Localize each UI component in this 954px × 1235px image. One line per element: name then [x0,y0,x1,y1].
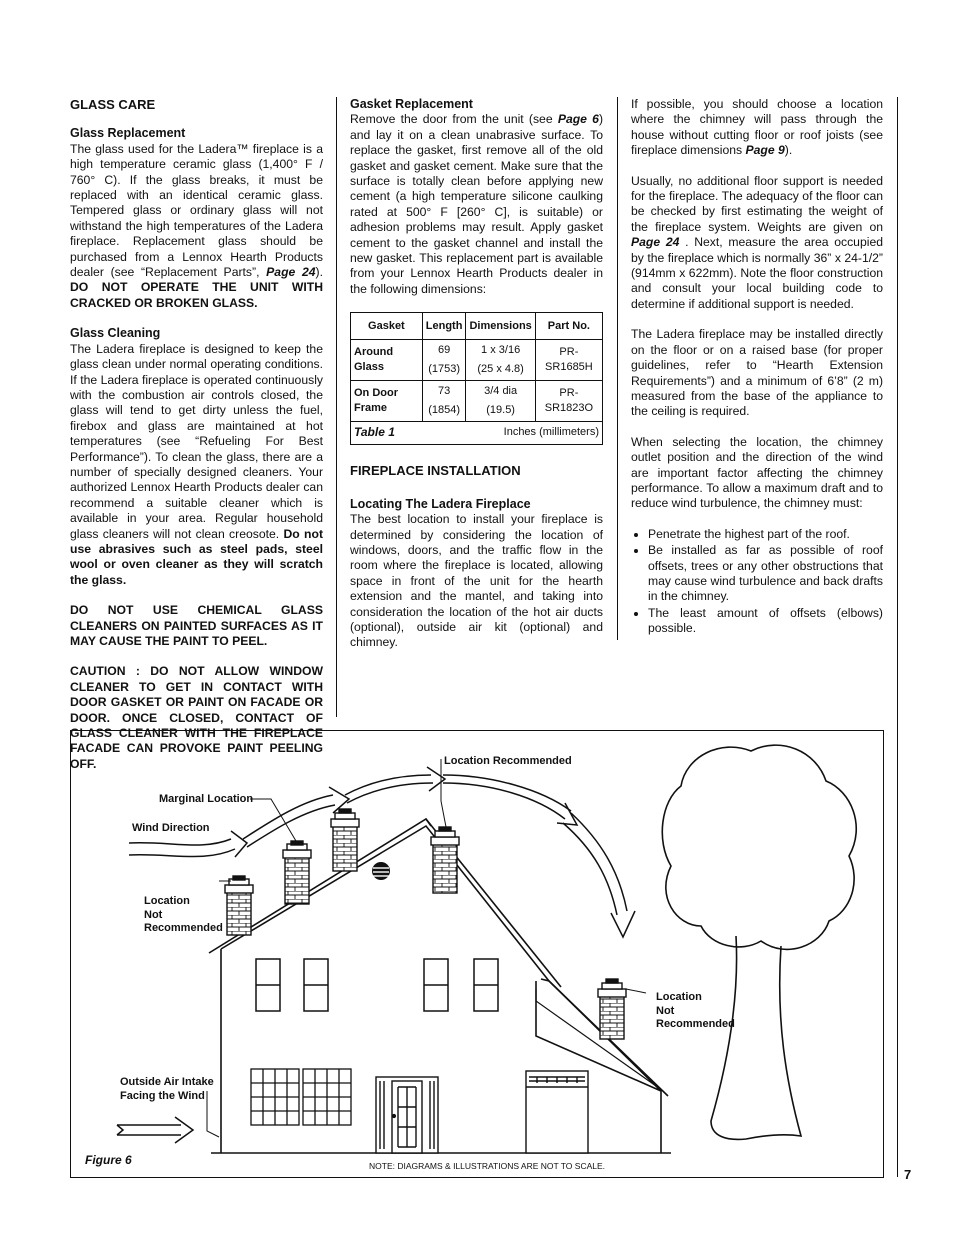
chimney-not-recommended-right [598,979,626,1039]
chimney-requirements-list [631,527,883,637]
figure-note: NOTE: DIAGRAMS & ILLUSTRATIONS ARE NOT TO SCALE. [369,1161,606,1171]
paragraph: Usually, no additional floor support is needed for the fireplace. The adequacy of the floor can be checked by first estimating the weight of the fireplace system. Weights are given on Page 24 . Next, measure the area occupied by the fireplace which is normally 36” x 24-1/2” (914mm x 622mm). Note the floor construction and consult your local building code to determine if additional support is needed. [631,173,884,311]
label-not-recommended-right: Location Not Recommended [656,991,735,1030]
caution-warning: CAUTION : DO NOT ALLOW WINDOW CLEANER TO GET IN CONTACT WITH DOOR GASKET OR PAINT ON FACADE OR DOOR. ONCE CLOSED, CONTACT OF GLASS CLEANER WITH THE FIREPLACE FACADE CAN PROVOKE PAINT PEELING OFF. [70,664,323,771]
column-rule-2 [617,97,618,640]
chemical-warning: DO NOT USE CHEMICAL GLASS CLEANERS ON PAINTED SURFACES AS IT MAY CAUSE THE PAINT TO PEEL. [70,603,323,648]
table-header: Dimensions [466,313,535,340]
glass-cleaning-text: The Ladera fireplace is designed to keep the glass clean under normal operating conditions. If the Ladera fireplace is operated continuously with the combustion air controls closed, the glass will tend to get dirty unless the fuel, firebox and glass are maintained at hot temperatures (see “Refueling For Best Performance”). To clean the glass, there are a number of specially designed cleaners. Your authorized Lennox Hearth Products dealer can recommend a suitable cleaner which is available in your area. Regular household glass cleaners will not clean creosote. Do not use abrasives such as steel pads, steel wool or oven cleaner as they will scratch the glass. [70,341,323,587]
table-header: Gasket [351,313,423,340]
table-units: Inches (millimeters) [503,425,599,438]
chimney-not-recommended-left [225,876,253,935]
list-item: • The least amount of offsets (elbows) possible. [648,606,883,637]
figure-6 [70,730,884,1178]
glass-replacement-text: The glass used for the Ladera™ fireplace is a high temperature ceramic glass (1,400° F / 760° C). If the glass breaks, it must be replaced with an identical ceramic glass. Tempered glass or ordinary glass will not withstand the high temperatures of the Ladera fireplace. Replacement glass should be purchased from a Lennox Hearth Products dealer (see “Replacement Parts”, Page 24). DO NOT OPERATE THE UNIT WITH CRACKED OR BROKEN GLASS. [70,141,323,310]
chimney-recommended-1 [331,809,359,871]
paragraph: When selecting the location, the chimney outlet position and the direction of the wind are important factor affecting the chimney performance. To allow a maximum draft and to reduce wind turbulence, the chimney must: [631,434,883,511]
glass-warning: DO NOT OPERATE THE UNIT WITH CRACKED OR BROKEN GLASS. [70,280,323,310]
glass-replacement-title: Glass Replacement [70,126,186,141]
upper-windows [256,959,498,1011]
table-header: Length [422,313,466,340]
gasket-text: Remove the door from the unit (see Page 6) and lay it on a clean unabrasive surface. To replace the gasket, first remove all of the old gasket and gasket cement. Make sure that the surface is totally clean before applying new cement (a high temperature silicone caulking rated at 500° F [260° C], is suitable) or adhesion problems may result. Apply gasket cement to the gasket channel and install the new gasket. This replacement part is available from your Lennox Hearth Products dealer in the following dimensions: [350,112,603,296]
list-item: • Penetrate the highest part of the roof. [648,527,883,542]
figure-caption: Figure 6 [85,1153,132,1167]
locating-title: Locating The Ladera Fireplace [350,496,531,511]
list-item: • Be installed as far as possible of roof offsets, trees or any other obstructions that may cause wind turbulence and back drafts in the chimney. [648,543,883,605]
column-2 [350,97,603,666]
page-ref: Page 6 [557,112,599,127]
table-header: Part No. [535,313,602,340]
front-door [376,1077,438,1153]
lower-window [251,1069,351,1125]
gasket-table [350,312,603,445]
table-row: Around Glass 69 (1753) 1 x 3/16 (25 x 4.8) PR-SR1685H [351,340,603,381]
tree [662,745,856,1139]
glass-care-heading: GLASS CARE [70,97,156,112]
attic-vent [372,862,390,880]
page-number: 7 [904,1167,912,1182]
paragraph: The Ladera fireplace may be installed directly on the floor or on a raised base (for proper guidelines, refer to “Hearth Extension Requirements”) and a minimum of 6’8” (2 m) measured from the base of the appliance to the ceiling is required. [631,327,883,419]
label-marginal-location: Marginal Location [159,793,254,805]
page-ref: Page 24 [266,265,316,280]
table-row: On Door Frame 73 (1854) 3/4 dia (19.5) PR-SR1823O [351,381,603,422]
label-location-recommended: Location Recommended [444,755,572,767]
table-caption: Table 1 [354,424,395,439]
chimney-marginal [283,841,311,904]
column-1 [70,97,323,787]
column-rule-1 [336,97,337,717]
label-outside-air-intake: Outside Air Intake Facing the Wind [120,1076,214,1102]
gasket-title: Gasket Replacement [350,97,473,111]
column-3 [631,97,883,638]
installation-heading: FIREPLACE INSTALLATION [350,463,521,479]
label-wind-direction: Wind Direction [132,822,210,834]
paragraph: If possible, you should choose a location where the chimney will pass through the house without cutting floor or roof joists (see fireplace dimensions Page 9). [631,97,883,158]
garage-door [526,1071,588,1153]
glass-cleaning-title: Glass Cleaning [70,326,161,341]
locating-text: The best location to install your fireplace is determined by considering the location of windows, doors, and the traffic flow in the room where the fireplace is located, allowing space in front of the unit for the hearth extension and the mantel, and taking into consideration the location of the hot air ducts (optional), outside air kit (optional) and chimney. [350,512,603,650]
chimney-recommended-2 [431,827,459,893]
label-not-recommended-left: Location Not Recommended [144,895,223,934]
column-rule-3 [897,97,898,1177]
